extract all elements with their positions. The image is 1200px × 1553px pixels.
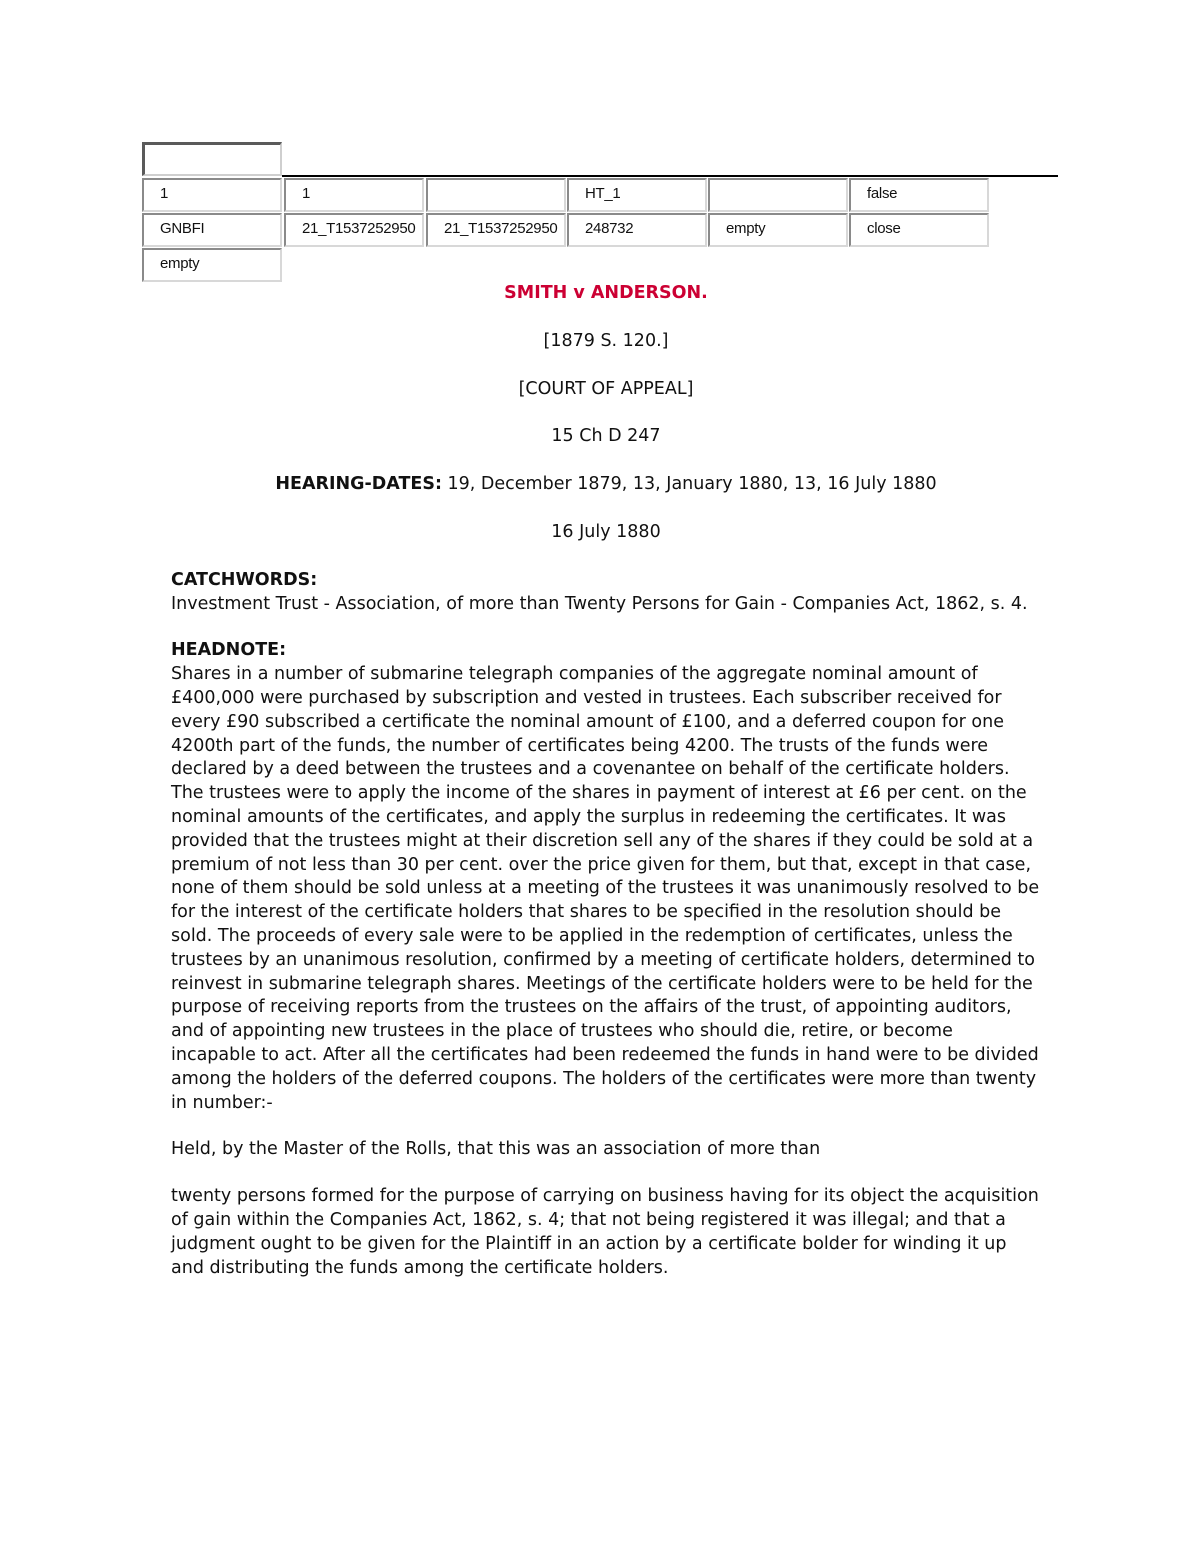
table-cell: empty [708, 213, 848, 247]
table-cell [142, 142, 282, 176]
court-name: [COURT OF APPEAL] [518, 378, 694, 399]
table-cell: 1 [284, 178, 424, 212]
hearing-dates-value: 19, December 1879, 13, January 1880, 13, 16 July 1880 [447, 474, 937, 495]
reporter-citation: 15 Ch D 247 [551, 426, 661, 447]
catchwords-text: Investment Trust - Association, of more than Twenty Persons for Gain - Companies Act, 1862, s. 4. [171, 593, 1028, 614]
table-cell: 1 [142, 178, 282, 212]
table-cell [426, 178, 566, 212]
table-cell: 248732 [567, 213, 707, 247]
hearing-dates [171, 473, 1041, 497]
headnote-text: Shares in a number of submarine telegraph companies of the aggregate nominal amount of £400,000 were purchased by subscription and vested in trustees. Each subscriber received for every £90 subscribed a certificate the nominal amount of £100, and a deferred coupon for one 4200th part of the funds, the number of certificates being 4200. The trusts of the funds were declared by a deed between the trustees and a covenantee on behalf of the certificate holders. The trustees were to apply the income of the shares in payment of interest at £6 per cent. on the nominal amounts of the certificates, and apply the surplus in redeeming the certificates. It was provided that the trustees might at their discretion sell any of the shares if they could be sold at a premium of not less than 30 per cent. over the price given for them, but that, except in that case, none of them should be sold unless at a meeting of the trustees it was unanimously resolved to be for the interest of the certificate holders that shares to be specified in the resolution should be sold. The proceeds of every sale were to be applied in the redemption of certificates, unless the trustees by an unanimous resolution, confirmed by a meeting of certificate holders, determined to reinvest in submarine telegraph shares. Meetings of the certificate holders were to be held for the purpose of receiving reports from the trustees on the affairs of the trust, of appointing auditors, and of appointing new trustees in the place of trustees who should die, retire, or become incapable to act. After all the certificates had been redeemed the funds in hand were to be divided among the holders of the deferred coupons. The holders of the certificates were more than twenty in number:- [171, 664, 1040, 1113]
table-cell: false [849, 178, 989, 212]
catchwords-section [171, 569, 1041, 617]
catchwords-label: CATCHWORDS: [171, 569, 318, 590]
table-cell: 21_T1537252950 [426, 213, 566, 247]
hearing-dates-label: HEARING-DATES: [275, 474, 442, 495]
table-cell: close [849, 213, 989, 247]
held-paragraph-2: twenty persons formed for the purpose of carrying on business having for its object the acquisition of gain within the Companies Act, 1862, s. 4; that not being registered it was illegal; and that a judgment ought to be given for the Plaintiff in an action by a certificate bolder for winding it up and distributing the funds among the certificate holders. [171, 1186, 1039, 1278]
table-cell: HT_1 [567, 178, 707, 212]
decision-date: 16 July 1880 [551, 521, 661, 542]
table-cell: empty [142, 248, 282, 282]
case-citation: [1879 S. 120.] [543, 330, 669, 351]
table-cell: GNBFI [142, 213, 282, 247]
case-title: SMITH v ANDERSON. [504, 283, 708, 303]
case-document [171, 282, 1041, 1280]
table-cell: 21_T1537252950 [284, 213, 424, 247]
headnote-section [171, 639, 1041, 1115]
horizontal-rule [282, 175, 1058, 177]
headnote-label: HEADNOTE: [171, 640, 287, 661]
held-paragraph-1: Held, by the Master of the Rolls, that this was an association of more than [171, 1139, 821, 1160]
table-cell [708, 178, 848, 212]
